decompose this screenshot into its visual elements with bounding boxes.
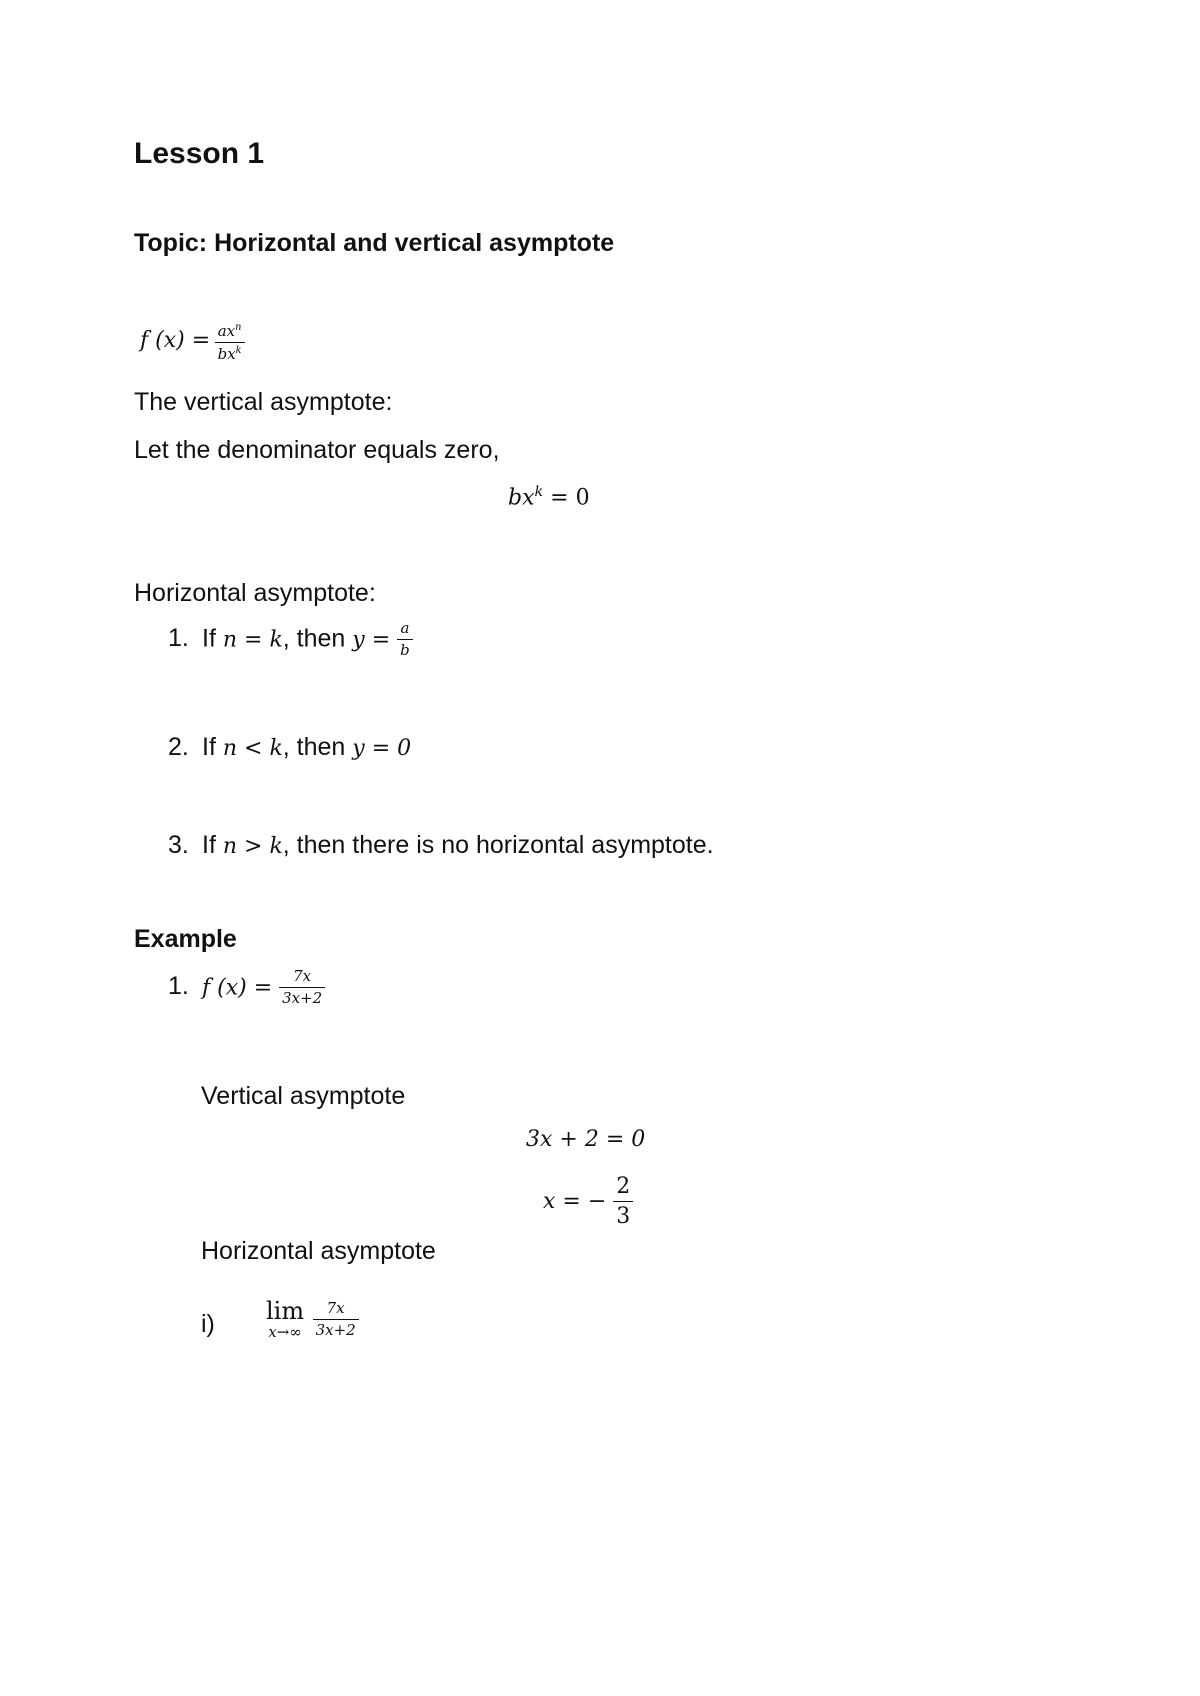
example-heading: Example [134,925,237,953]
example-numerator: 7x [279,968,325,988]
general-numerator-exponent: n [235,322,242,333]
rule-result-fraction [397,620,413,660]
rule-number: 2. [168,733,189,761]
example-vertical-eq1: 3x + 2 = 0 [526,1127,646,1152]
limit-fraction [313,1300,359,1340]
rule-result: y = 0 [352,736,412,761]
example-horizontal-label: Horizontal asymptote [201,1237,436,1265]
vertical-equation [508,484,590,510]
example-lhs: f (x) = [202,975,273,1001]
formula-lhs: f (x) = [140,327,211,353]
rule-if: If [202,831,216,859]
rule-if: If [202,624,216,653]
limit-label: i) [201,1310,215,1338]
limit-denominator: 3x+2 [315,1320,356,1339]
rule-then: , then [282,733,346,761]
rule-result-lhs: y = [352,627,391,653]
rule-condition: n = k [222,627,283,653]
general-fraction [215,322,245,364]
rule-then: , then [282,624,346,653]
example-vertical-eq2 [543,1174,633,1230]
vertical-heading: The vertical asymptote: [134,388,393,416]
example-fraction [279,968,325,1008]
vertical-eq-exponent: k [534,484,544,500]
limit-word: lim [266,1297,305,1325]
rule-then: , then there is no horizontal asymptote. [282,831,714,859]
example-denominator: 3x+2 [282,989,323,1008]
lesson-title: Lesson 1 [134,137,265,170]
rule-number: 1. [168,624,189,653]
topic-heading: Topic: Horizontal and vertical asymptote [134,229,615,257]
example-vertical-label: Vertical asymptote [201,1082,406,1110]
rule-condition: n > k [222,834,283,859]
rule-if: If [202,733,216,761]
example-number: 1. [168,972,189,1001]
eq2-fraction [613,1174,633,1230]
rule-number: 3. [168,831,189,859]
eq2-denominator: 3 [616,1204,631,1230]
eq2-lhs: x = − [543,1188,607,1214]
limit-numerator: 7x [313,1300,359,1320]
general-formula [140,322,245,364]
vertical-instruction: Let the denominator equals zero, [134,436,500,464]
rule-condition: n < k [222,736,283,761]
eq2-numerator: 2 [613,1174,633,1202]
rule-item-3 [168,831,714,860]
general-denominator-exponent: k [235,345,242,357]
rule-result-numerator: a [397,620,413,640]
vertical-eq-rest: = 0 [543,485,590,511]
general-denominator-base: bx [217,345,236,364]
horizontal-heading: Horizontal asymptote: [134,579,376,607]
vertical-eq-base: bx [508,485,535,511]
limit-subscript: x→∞ [268,1323,302,1342]
example-item-1 [168,968,325,1008]
general-numerator-base: ax [217,322,236,340]
limit-expression [266,1298,359,1341]
rule-item-2 [168,733,411,762]
limit-operator [266,1298,304,1341]
rule-result-denominator: b [400,641,410,660]
rule-item-1 [168,620,413,660]
